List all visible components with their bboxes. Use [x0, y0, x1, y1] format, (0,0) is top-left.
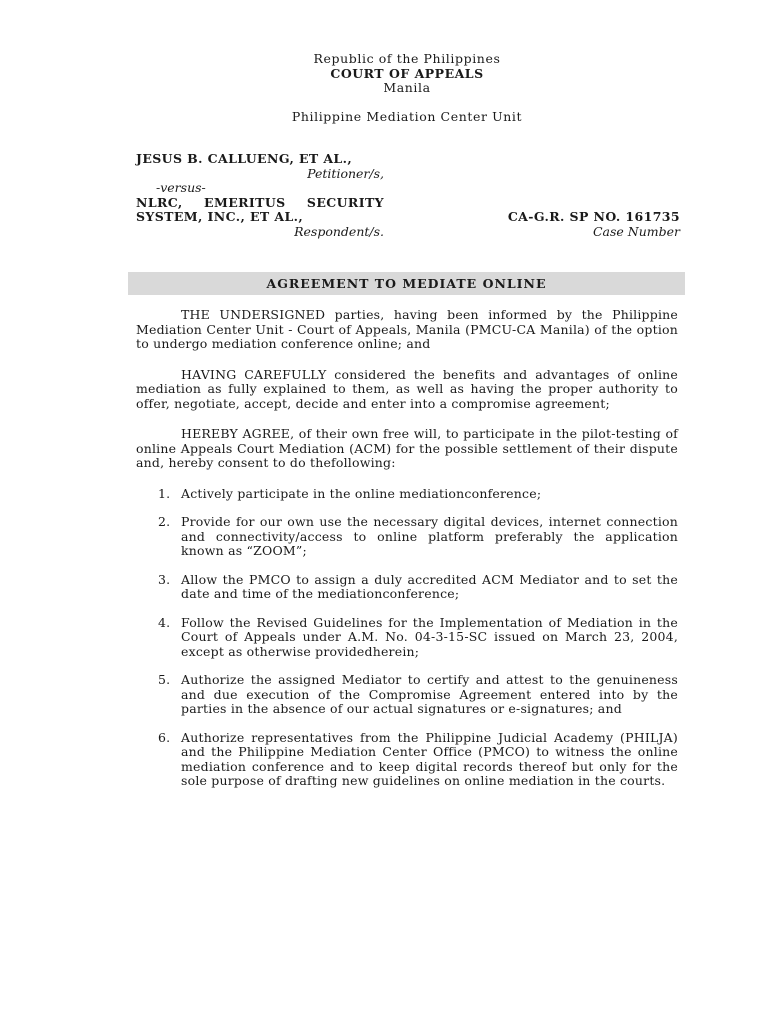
agreement-list — [136, 487, 678, 789]
list-item — [136, 731, 678, 789]
case-number-label: Case Number — [592, 223, 680, 239]
case-number-block — [508, 210, 680, 239]
list-text: Authorize the assigned Mediator to certify and attest to the genuineness and due execution of the Compromise Agreement entered into by the parties in the absence of our actual signatures or e-signatures; and — [181, 672, 678, 716]
list-item — [136, 573, 678, 602]
list-item — [136, 673, 678, 717]
petitioner-name: JESUS B. CALLUENG, ET AL., — [136, 151, 353, 166]
paragraph-undersigned: THE UNDERSIGNED parties, having been informed by the Philippine Mediation Center Unit - Court of Appeals, Manila (PMCU-CA Manila) of the option to undergo mediation conference online; and — [136, 307, 678, 351]
respondent-name-line1: NLRC, EMERITUS SECURITY — [136, 194, 384, 210]
paragraph-hereby-agree: HEREBY AGREE, of their own free will, to participate in the pilot-testing of online Appeals Court Mediation (ACM) for the possible settlement of their dispute and, hereby consent to do thefollowing: — [136, 426, 678, 470]
list-text: Actively participate in the online mediationconference; — [181, 485, 542, 501]
list-text: Provide for our own use the necessary digital devices, internet connection and connectivity/access to online platform preferably the application known as “ZOOM”; — [181, 514, 678, 558]
case-number: CA-G.R. SP NO. 161735 — [507, 209, 680, 224]
paragraph-having-carefully: HAVING CAREFULLY considered the benefits and advantages of online mediation as fully explained to them, as well as having the proper authority to offer, negotiate, accept, decide and enter into a compromise agreement; — [136, 366, 678, 411]
document-header — [0, 52, 768, 124]
parties-block — [136, 152, 384, 239]
document-body — [136, 308, 678, 803]
list-item — [136, 487, 678, 502]
list-number: 1. — [158, 485, 171, 501]
document-title: AGREEMENT TO MEDIATE ONLINE — [128, 272, 685, 295]
court-name: COURT OF APPEALS — [330, 65, 484, 81]
list-number: 6. — [158, 729, 171, 745]
list-text: Allow the PMCO to assign a duly accredited ACM Mediator and to set the date and time of the mediationconference; — [181, 571, 678, 601]
list-item — [136, 616, 678, 660]
versus-label: -versus- — [156, 180, 206, 195]
respondent-role: Respondent/s. — [294, 223, 384, 239]
list-number: 4. — [158, 614, 171, 630]
unit-line: Philippine Mediation Center Unit — [291, 108, 523, 124]
respondent-name-line2: SYSTEM, INC., ET AL., — [136, 209, 304, 224]
list-text: Authorize representatives from the Philippine Judicial Academy (PHILJA) and the Philippine Mediation Center Office (PMCO) to witness the online mediation conference and to keep digital records thereof but only for the sole purpose of drafting new guidelines on online mediation in the courts. — [181, 729, 678, 788]
list-item — [136, 515, 678, 559]
list-number: 5. — [158, 672, 171, 687]
list-number: 2. — [158, 514, 171, 529]
petitioner-role: Petitioner/s, — [307, 165, 384, 181]
list-text: Follow the Revised Guidelines for the Implementation of Mediation in the Court of Appeals under A.M. No. 04-3-15-SC issued on March 23, 2004, except as otherwise providedherein; — [181, 614, 678, 659]
city-line: Manila — [383, 80, 431, 95]
republic-line: Republic of the Philippines — [313, 51, 501, 66]
list-number: 3. — [158, 571, 171, 587]
